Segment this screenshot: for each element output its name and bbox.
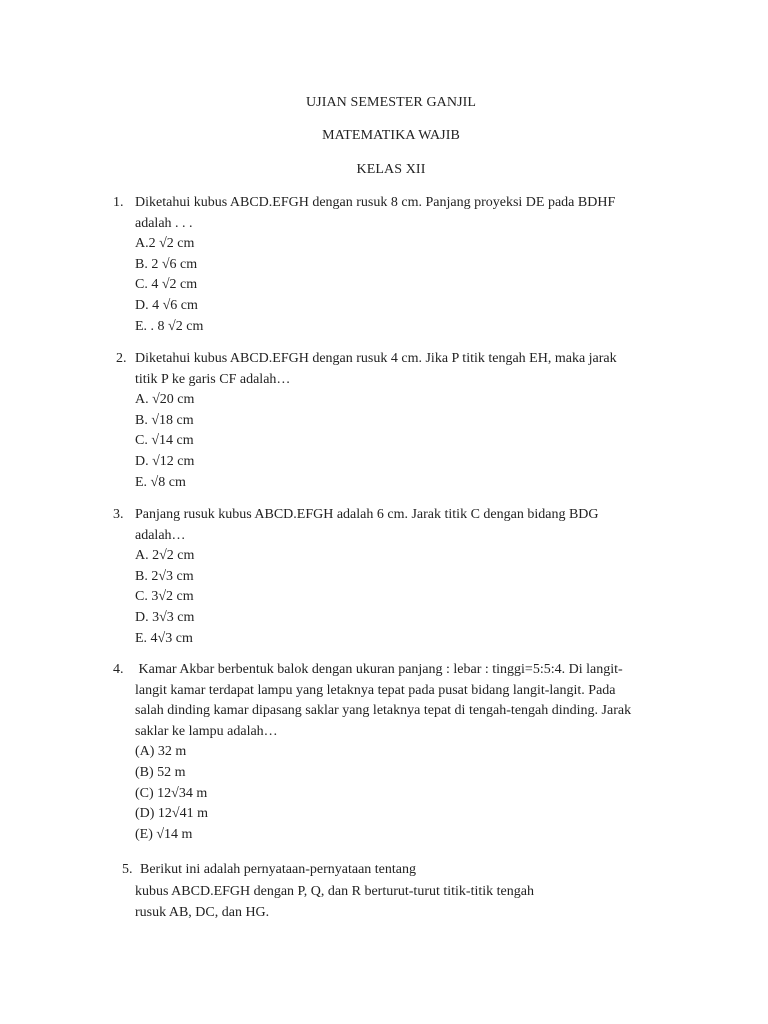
answer-option: D. √12 cm xyxy=(135,453,195,469)
answer-option: (D) 12√41 m xyxy=(135,806,209,822)
question-text: adalah… xyxy=(135,527,186,543)
question-text: langit kamar terdapat lampu yang letaknya tepat pada pusat bidang langit-langit. Pada xyxy=(135,682,616,698)
answer-option: (B) 52 m xyxy=(135,764,186,780)
question-text: rusuk AB, DC, dan HG. xyxy=(135,905,270,920)
question-text: Berikut ini adalah pernyataan-pernyataan tentang xyxy=(140,862,416,877)
question-number: 1. xyxy=(113,195,124,210)
answer-option: C. 3√2 cm xyxy=(135,589,194,605)
answer-option: E. 4√3 cm xyxy=(135,630,193,646)
question-text: titik P ke garis CF adalah… xyxy=(135,371,291,387)
answer-option: A. 2√2 cm xyxy=(135,548,195,564)
answer-option: D. 3√3 cm xyxy=(135,609,195,625)
answer-option: A.2 √2 cm xyxy=(135,236,195,252)
question-text: Panjang rusuk kubus ABCD.EFGH adalah 6 cm. Jarak titik C dengan bidang BDG xyxy=(135,507,599,522)
answer-option: E. √8 cm xyxy=(135,474,186,490)
answer-option: C. √14 cm xyxy=(135,433,194,449)
subject-title: MATEMATIKA WAJIB xyxy=(322,128,460,143)
question-text: Diketahui kubus ABCD.EFGH dengan rusuk 4 cm. Jika P titik tengah EH, maka jarak xyxy=(135,351,617,366)
question-text: kubus ABCD.EFGH dengan P, Q, dan R berturut-turut titik-titik tengah xyxy=(135,883,534,899)
answer-option: B. 2 √6 cm xyxy=(135,256,198,272)
question-text: adalah . . . xyxy=(135,215,193,231)
answer-option: E. . 8 √2 cm xyxy=(135,318,204,334)
question-text: Kamar Akbar berbentuk balok dengan ukuran panjang : lebar : tinggi=5:5:4. Di langit- xyxy=(135,662,623,677)
answer-option: D. 4 √6 cm xyxy=(135,297,198,313)
answer-option: (E) √14 m xyxy=(135,826,193,842)
answer-option: A. √20 cm xyxy=(135,392,195,408)
answer-option: (C) 12√34 m xyxy=(135,785,208,801)
question-number: 2. xyxy=(116,351,127,366)
question-text: Diketahui kubus ABCD.EFGH dengan rusuk 8 cm. Panjang proyeksi DE pada BDHF xyxy=(135,195,616,210)
class-title: KELAS XII xyxy=(356,162,426,177)
answer-option: B. 2√3 cm xyxy=(135,568,194,584)
question-text: salah dinding kamar dipasang saklar yang letaknya tepat di tengah-tengah dinding. Jarak xyxy=(135,703,632,719)
question-number: 3. xyxy=(113,507,124,522)
answer-option: C. 4 √2 cm xyxy=(135,277,198,293)
question-number: 5. xyxy=(122,862,133,877)
exam-title: UJIAN SEMESTER GANJIL xyxy=(305,95,477,110)
question-text: saklar ke lampu adalah… xyxy=(135,723,278,739)
answer-option: B. √18 cm xyxy=(135,412,194,428)
answer-option: (A) 32 m xyxy=(135,744,187,760)
question-number: 4. xyxy=(113,662,124,677)
